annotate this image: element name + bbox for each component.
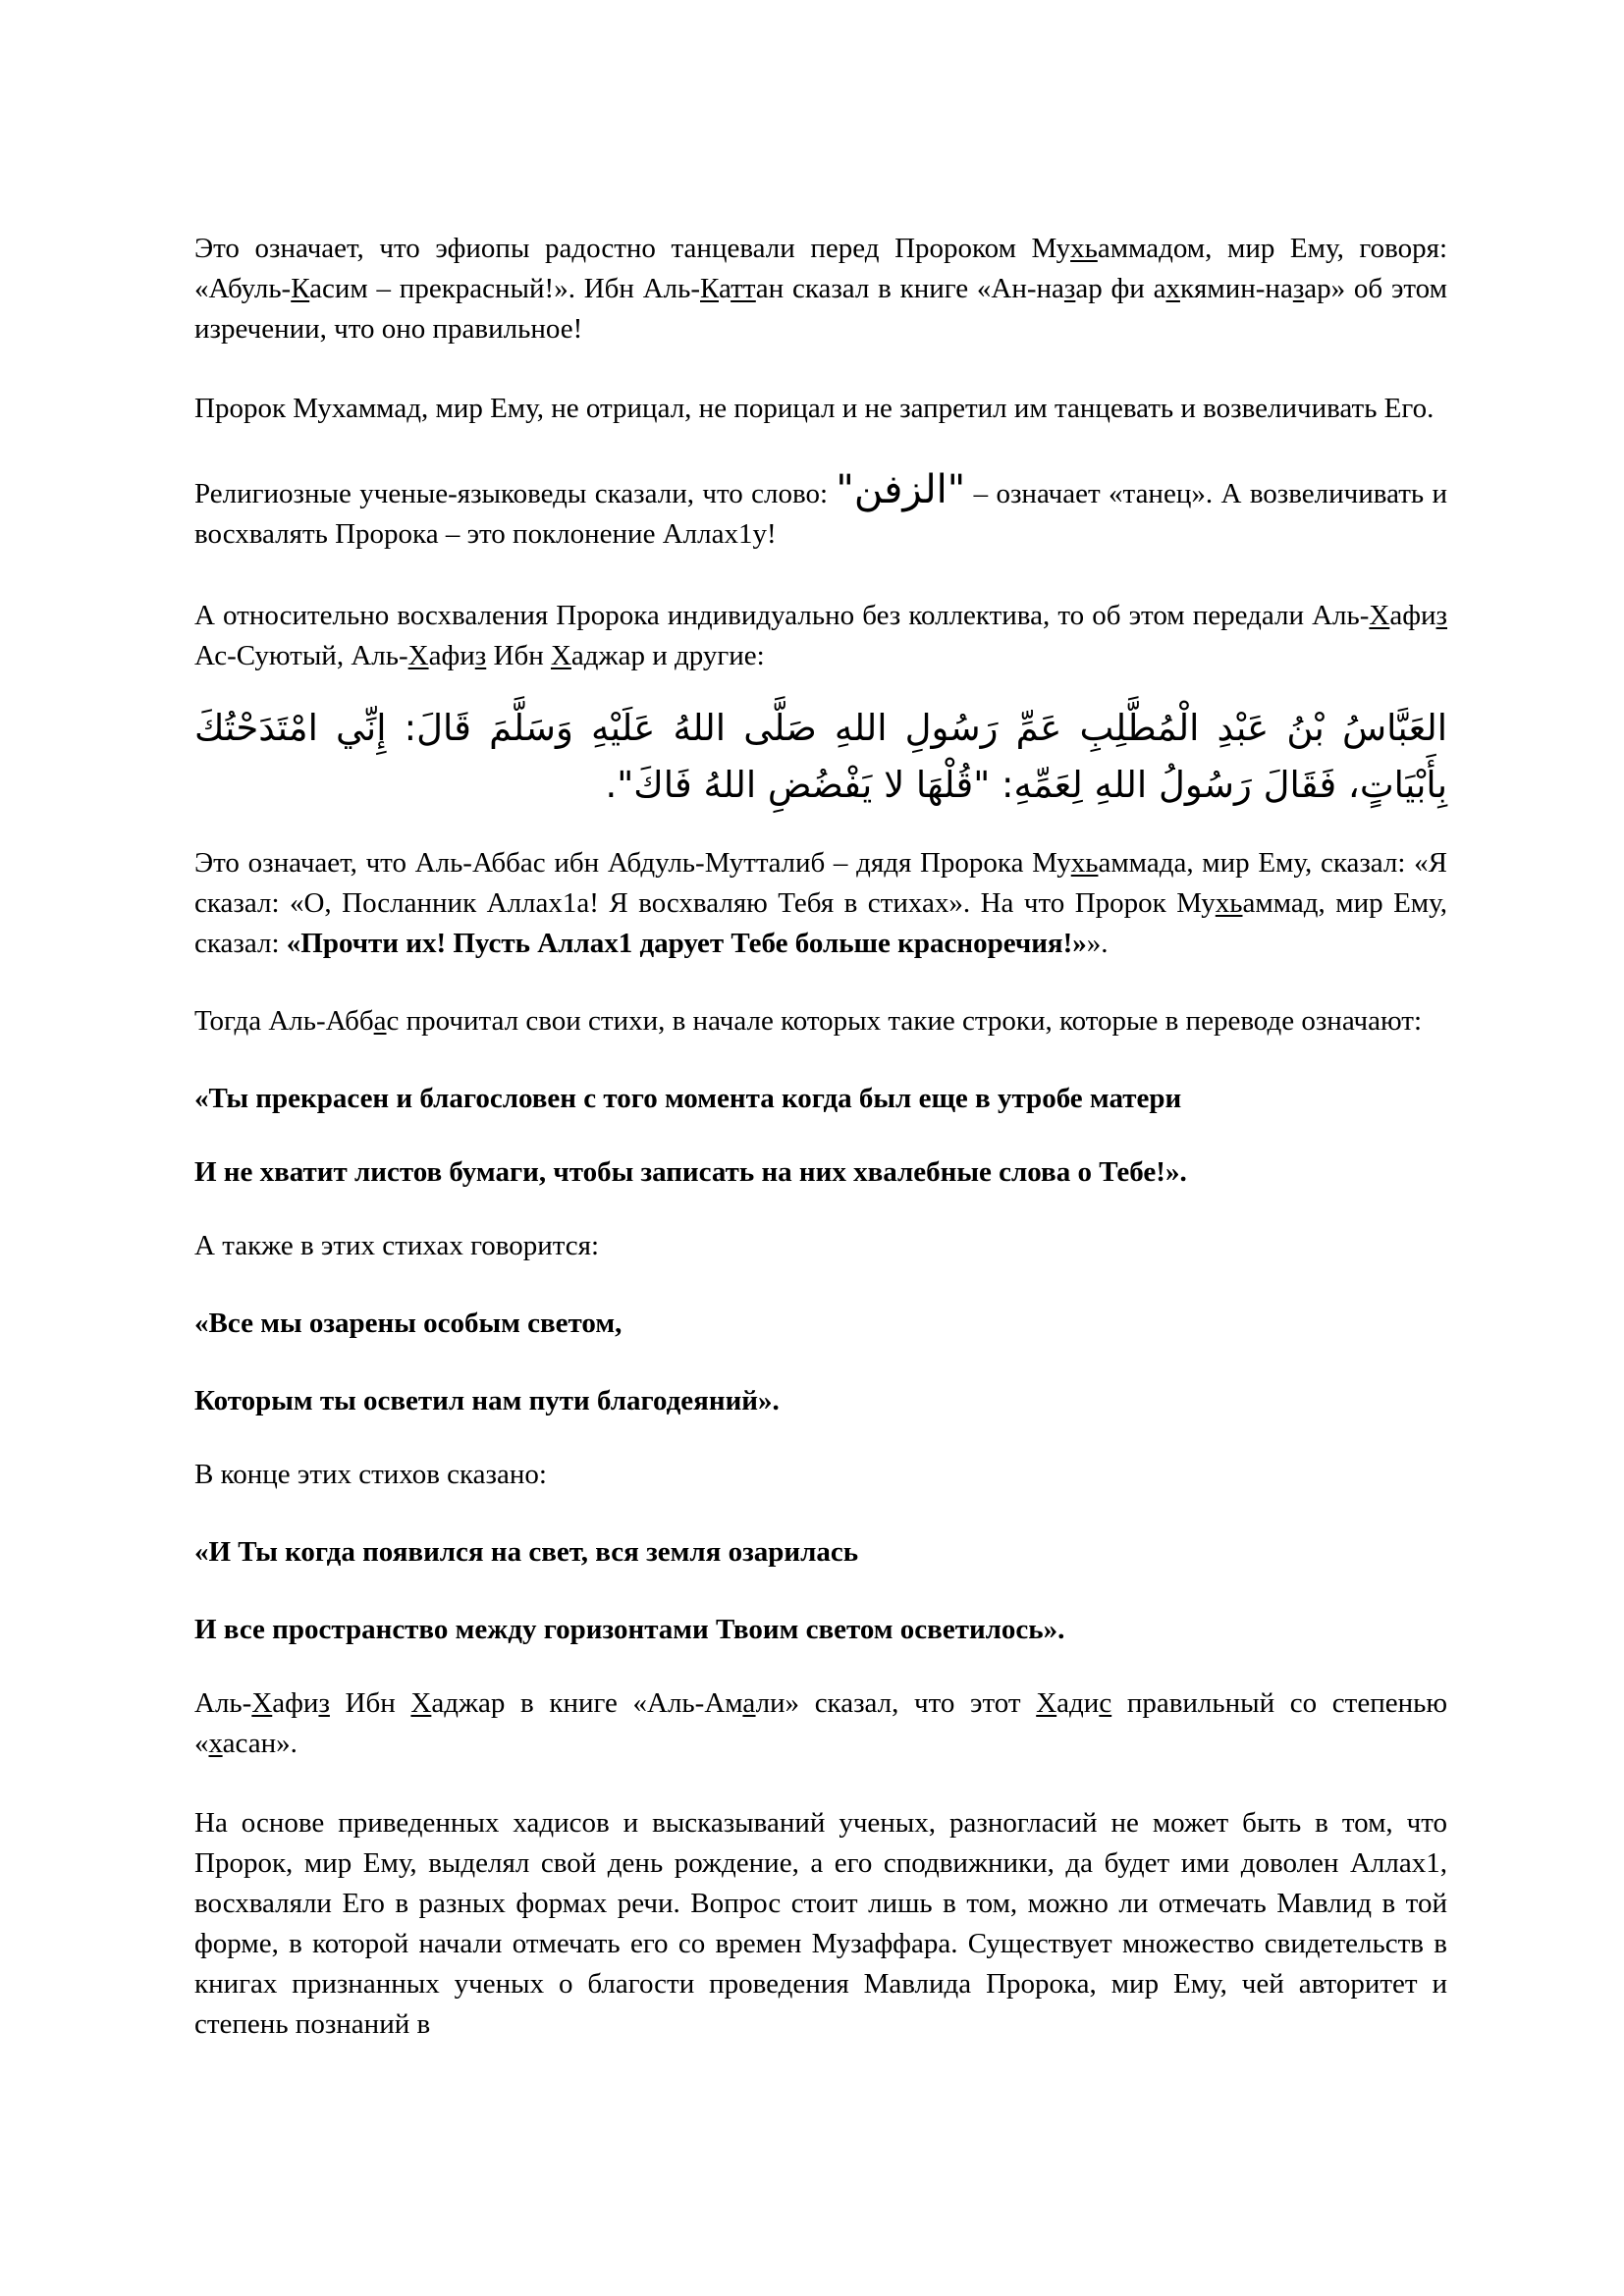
verse-line-5: «И Ты когда появился на свет, вся земля озарилась	[194, 1536, 859, 1568]
paragraph-word-meaning: Религиозные ученые-языковеды сказали, что слово: "الزفن" – означает «танец». А возвеличивать и восхвалять Пророка – это поклонение Аллах1у!	[194, 467, 1447, 550]
paragraph-ethiopians-dancing: Это означает, что эфиопы радостно танцевали перед Пророком Мухьаммадом, мир Ему, говоря: «Абуль-Касим – прекрасный!». Ибн Аль-Каттан сказал в книге «Ан-назар фи ахкямин-назар» об этом изречении, что оно правильное!	[194, 233, 1447, 345]
arabic-hadith-quote: العَبَّاسُ بْنُ عَبْدِ الْمُطَّلِبِ عَمِّ رَسُولِ اللهِ صَلَّى اللهُ عَلَيْهِ وَسَلَّمَ قَالَ: إِنِّي امْتَدَحْتُكَ بِأَبْيَاتٍ، فَقَالَ رَسُولُ اللهِ لِعَمِّهِ: "قُلْهَا لا يَفْضُضِ اللهُ فَاكَ".	[194, 707, 1447, 806]
verse-line-1: «Ты прекрасен и благословен с того момента когда был еще в утробе матери	[194, 1083, 1182, 1114]
arabic-word: "الزفن"	[836, 467, 966, 512]
verse-line-6: И все пространство между горизонтами Твоим светом осветилось».	[194, 1614, 1065, 1645]
paragraph-prophet-did-not-forbid: Пророк Мухаммад, мир Ему, не отрицал, не порицал и не запретил им танцевать и возвеличивать Его.	[194, 393, 1435, 424]
paragraph-hadith-translation: Это означает, что Аль-Аббас ибн Абдуль-Муттaлиб – дядя Пророка Мухьаммада, мир Ему, сказал: «Я сказал: «О, Посланник Аллах1а! Я восхваляю Тебя в стихах». На что Пророк Мухьаммад, мир Ему, сказал: «Прочти их! Пусть Аллах1 дарует Тебе больше красноречия!»».	[194, 847, 1447, 959]
paragraph-ibn-hajar-grading: Аль-Хафиз Ибн Хаджар в книге «Аль-Амали» сказал, что этот Хадис правильный со степенью «хасан».	[194, 1687, 1448, 1759]
paragraph-end-of-verses: В конце этих стихов сказано:	[194, 1459, 547, 1490]
verse-line-4: Которым ты осветил нам пути благодеяний».	[194, 1385, 780, 1416]
paragraph-also-in-verses: А также в этих стихах говорится:	[194, 1230, 600, 1261]
verse-line-3: «Все мы озарены особым светом,	[194, 1308, 623, 1339]
verse-line-2: И не хватит листов бумаги, чтобы записать на них хвалебные слова о Тебе!».	[194, 1156, 1187, 1188]
paragraph-conclusion: На основе приведенных хадисов и высказываний ученых, разногласий не может быть в том, что Пророк, мир Ему, выделял свой день рождение, а его сподвижники, да будет ими доволен Аллах1, восхваляли Его в разных формах речи. Вопрос стоит лишь в том, можно ли отмечать Мавлид в той форме, в которой начали отмечать его со времен Музаффара. Существует множество свидетельств в книгах признанных ученых о благости проведения Мавлида Пророка, мир Ему, чей авторитет и степень познаний в	[194, 1807, 1447, 2040]
bold-quote: «Прочти их! Пусть Аллах1 дарует Тебе больше красноречия!»	[286, 928, 1087, 959]
paragraph-individual-praise: А относительно восхваления Пророка индивидуально без коллектива, то об этом передали Аль-Хафиз Ас-Суютый, Аль-Хафиз Ибн Хаджар и другие:	[194, 600, 1447, 671]
paragraph-abbas-recited: Тогда Аль-Аббас прочитал свои стихи, в начале которых такие строки, которые в переводе означают:	[194, 1005, 1423, 1037]
